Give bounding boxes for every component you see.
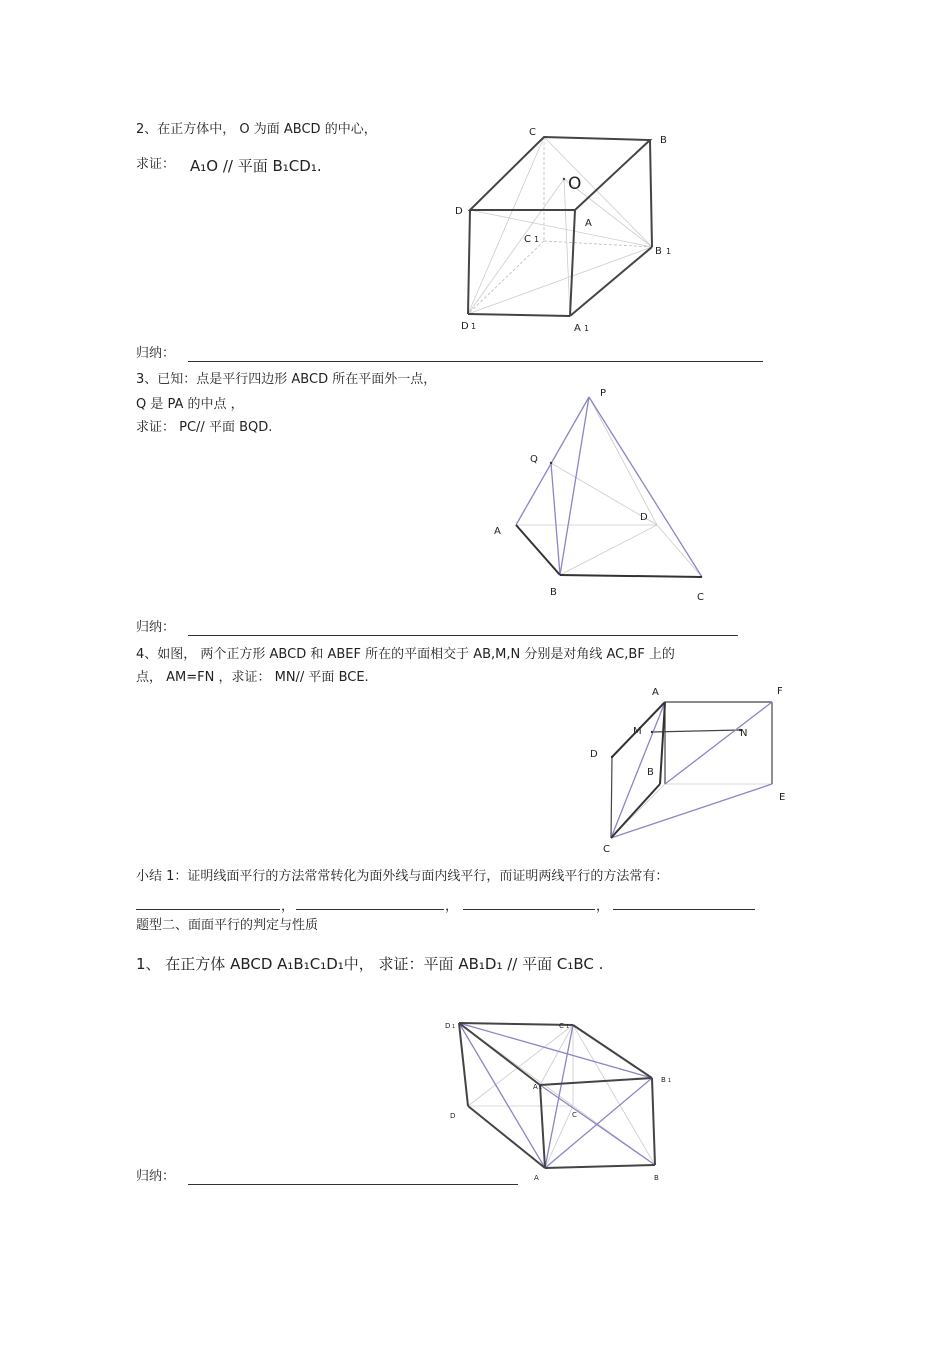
problem5-summary-blank[interactable] (188, 1184, 518, 1185)
p2-label-D1: D (461, 321, 469, 332)
problem4-statement-line1: 4、如图， 两个正方形 ABCD 和 ABEF 所在的平面相交于 AB,M,N 分别是对角线 AC,BF 上的 (136, 647, 675, 662)
p5-label-A1: A (533, 1083, 538, 1091)
p5-label-C: C (572, 1111, 577, 1119)
p5-label-A: A (534, 1174, 539, 1182)
p3-label-B: B (550, 587, 557, 598)
problem5-statement: 1、 在正方体 ABCD A₁B₁C₁D₁中， 求证：平面 AB₁D₁ // 平面 C₁BC . (136, 955, 604, 973)
p3-label-A: A (494, 526, 501, 537)
p4-label-F: F (777, 686, 783, 697)
problem3-statement-line1: 3、已知：点是平行四边形 ABCD 所在平面外一点， (136, 372, 437, 387)
problem2-summary-label: 归纳： (136, 346, 176, 361)
p4-label-M: M (633, 726, 642, 737)
summary1-separator-1: ， (281, 899, 295, 914)
p4-label-C: C (603, 844, 610, 855)
problem3-statement-line2: Q 是 PA 的中点 ， (136, 397, 244, 412)
svg-text:1: 1 (666, 247, 672, 256)
problem3-statement-line3: 求证： PC// 平面 BQD. (136, 420, 273, 435)
problem4-statement-line2: 点， AM=FN ，求证： MN// 平面 BCE. (136, 670, 369, 685)
p2-label-B1: B (655, 246, 662, 257)
p2-label-A: A (585, 218, 592, 229)
summary1-separator-3: ， (596, 899, 610, 914)
p5-label-C1: C (559, 1022, 564, 1030)
p4-label-D: D (590, 749, 598, 760)
p2-label-A1: A (574, 323, 581, 334)
p3-label-D: D (640, 512, 648, 523)
p3-label-C: C (697, 592, 704, 603)
problem5-summary-label: 归纳： (136, 1169, 176, 1184)
svg-text:1: 1 (566, 1024, 570, 1030)
problem3-summary-label: 归纳： (136, 620, 176, 635)
svg-text:1: 1 (471, 322, 477, 331)
svg-text:1: 1 (668, 1078, 672, 1084)
problem2-statement: 2、在正方体中， O 为面 ABCD 的中心， (136, 122, 377, 137)
svg-text:1: 1 (539, 1085, 543, 1091)
p5-label-B1: B (661, 1076, 666, 1084)
problem2-prove-label: 求证： (136, 157, 176, 172)
p2-label-B: B (660, 135, 667, 146)
p2-label-O: O (568, 174, 582, 194)
p5-label-B: B (654, 1174, 659, 1182)
p2-label-D: D (455, 206, 463, 217)
p5-label-D1: D (445, 1022, 451, 1030)
p2-label-C1: C (524, 234, 531, 245)
p4-label-B: B (647, 767, 654, 778)
svg-text:1: 1 (584, 324, 590, 333)
p5-label-D: D (450, 1112, 456, 1120)
p3-label-P: P (600, 388, 607, 399)
p4-label-E: E (779, 792, 786, 803)
p2-label-C: C (529, 127, 536, 138)
summary1-text: 小结 1：证明线面平行的方法常常转化为面外线与面内线平行，而证明两线平行的方法常有： (136, 869, 669, 884)
p3-label-Q: Q (530, 454, 538, 465)
svg-text:1: 1 (534, 235, 540, 244)
section2-heading: 题型二、面面平行的判定与性质 (136, 918, 319, 933)
p4-label-N: N (740, 728, 748, 739)
svg-text:1: 1 (452, 1024, 456, 1030)
p4-label-A: A (652, 687, 659, 698)
problem2-prove-formula: A₁O // 平面 B₁CD₁. (190, 157, 322, 175)
summary1-separator-2: ， (445, 899, 459, 914)
